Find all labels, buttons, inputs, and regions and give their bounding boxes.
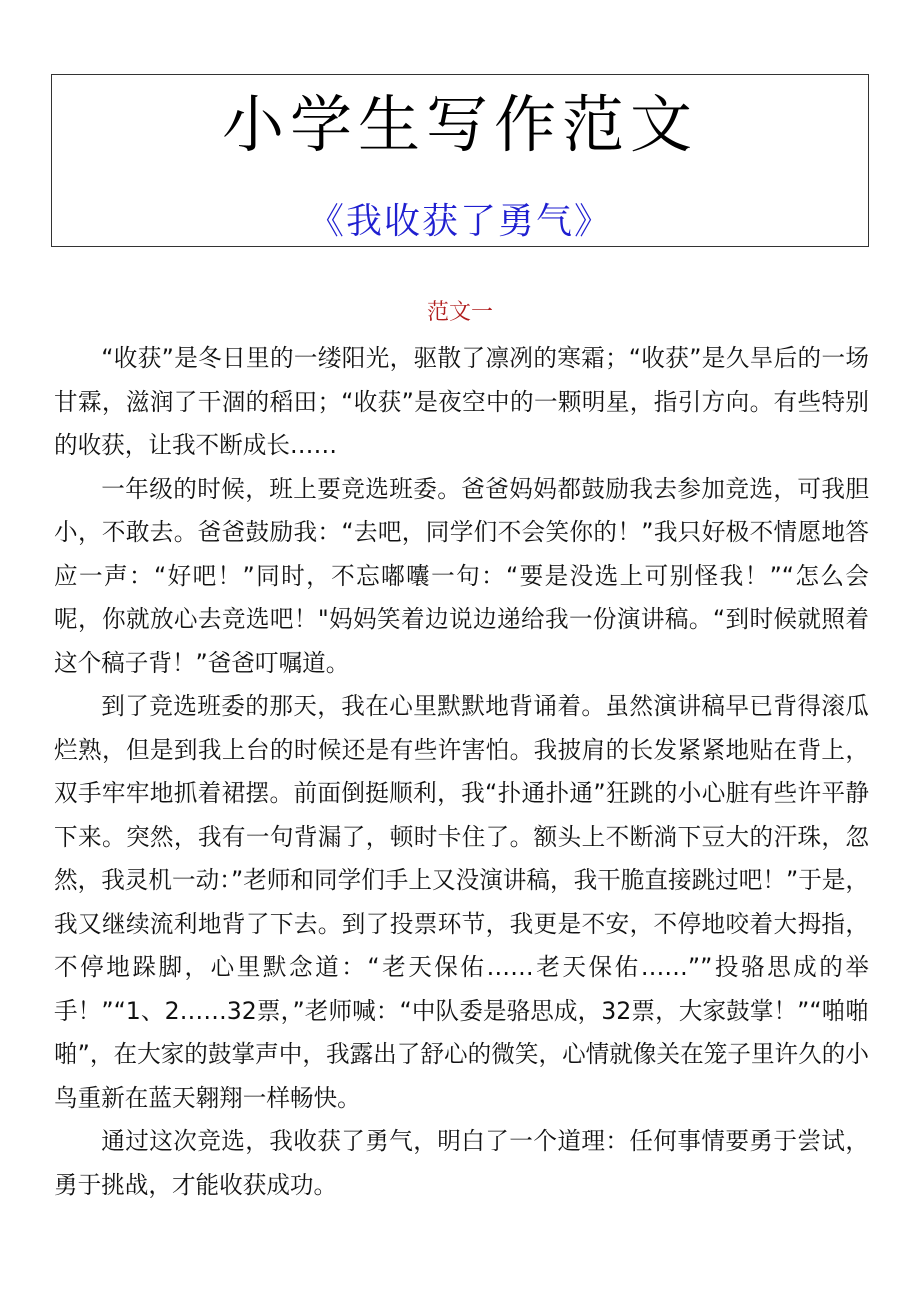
essay-paragraph-4: 通过这次竞选，我收获了勇气，明白了一个道理：任何事情要勇于尝试，勇于挑战，才能收获成功。	[54, 1127, 869, 1199]
title-box	[51, 74, 869, 247]
essay-paragraph-2: 一年级的时候，班上要竞选班委。爸爸妈妈都鼓励我去参加竞选，可我胆小，不敢去。爸爸鼓励我：“去吧，同学们不会笑你的！”我只好极不情愿地答应一声：“好吧！”同时，不忘嘟囔一句：“要是没选上可别怪我！”“怎么会呢，你就放心去竞选吧！"妈妈笑着边说边递给我一份演讲稿。“到时候就照着这个稿子背！”爸爸叮嘱道。	[54, 474, 869, 677]
section-heading: 范文一	[426, 300, 493, 325]
essay-paragraph-3: 到了竞选班委的那天，我在心里默默地背诵着。虽然演讲稿早已背得滚瓜烂熟，但是到我上台的时候还是有些许害怕。我披肩的长发紧紧地贴在背上，双手牢牢地抓着裙摆。前面倒挺顺利，我“扑通扑通”狂跳的小心脏有些许平静下来。突然，我有一句背漏了，顿时卡住了。额头上不断淌下豆大的汗珠，忽然，我灵机一动：”老师和同学们手上又没演讲稿，我干脆直接跳过吧！”于是，我又继续流利地背了下去。到了投票环节，我更是不安，不停地咬着大拇指，不停地跺脚，心里默念道：“老天保佑……老天保佑……””投骆思成的举手！”“1、2……32票，”老师喊：“中队委是骆思成，32票，大家鼓掌！”“啪啪啪”，在大家的鼓掌声中，我露出了舒心的微笑，心情就像关在笼子里许久的小鸟重新在蓝天翱翔一样畅快。	[54, 692, 869, 1112]
document-title: 小学生写作范文	[221, 88, 698, 161]
essay-paragraph-1: “收获”是冬日里的一缕阳光，驱散了凛冽的寒霜；“收获”是久旱后的一场甘霖，滋润了干涸的稻田；“收获”是夜空中的一颗明星，指引方向。有些特别的收获，让我不断成长……	[54, 344, 869, 459]
essay-body	[54, 337, 869, 1207]
essay-title: 《我收获了勇气》	[307, 201, 612, 242]
